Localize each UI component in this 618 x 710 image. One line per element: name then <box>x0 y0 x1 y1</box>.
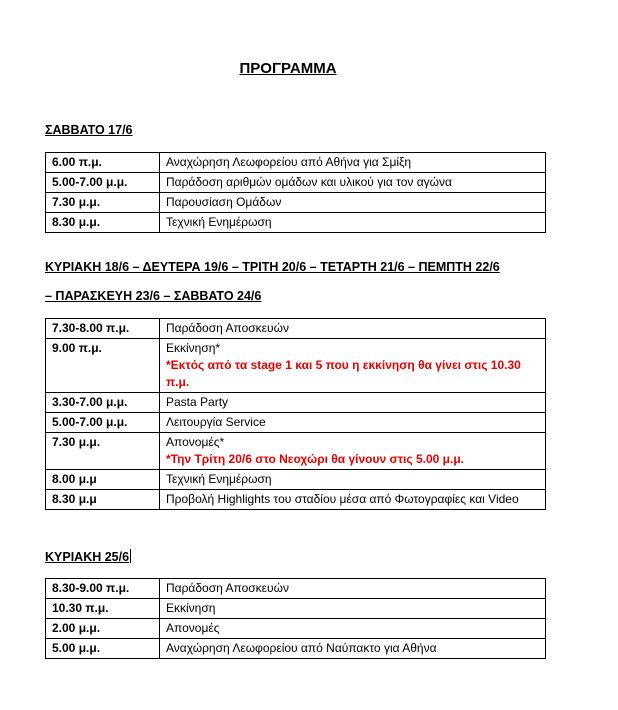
time-cell: 6.00 π.μ. <box>46 153 160 173</box>
text-cursor <box>130 549 131 563</box>
description-text: Λειτουργία Service <box>166 415 266 429</box>
description-text: Εκκίνηση* <box>166 341 221 355</box>
document-title: ΠΡΟΓΡΑΜΜΑ <box>239 60 337 77</box>
section-heading-sunday-25 <box>45 549 131 564</box>
description-cell <box>160 319 546 339</box>
red-note: *Εκτός από τα stage 1 και 5 που η εκκίνηση θα γίνει στις 10.30 π.μ. <box>166 358 521 389</box>
schedule-table-saturday <box>45 152 546 233</box>
section-heading-days-18-22: ΚΥΡΙΑΚΗ 18/6 – ΔΕΥΤΕΡΑ 19/6 – ΤΡΙΤΗ 20/6 – ΤΕΤΑΡΤΗ 21/6 – ΠΕΜΠΤΗ 22/6 <box>45 260 500 274</box>
table-row <box>46 639 546 659</box>
description-text: Απονομές* <box>166 435 225 449</box>
table-row <box>46 173 546 193</box>
table-row <box>46 319 546 339</box>
table-row <box>46 490 546 510</box>
time-cell: 3.30-7.00 μ.μ. <box>46 393 160 413</box>
description-cell: Παράδοση Αποσκευών <box>160 579 546 599</box>
description-cell <box>160 339 546 393</box>
description-cell: Τεχνική Ενημέρωση <box>160 213 546 233</box>
time-cell: 9.00 π.μ. <box>46 339 160 393</box>
description-cell: Παράδοση αριθμών ομάδων και υλικού για τον αγώνα <box>160 173 546 193</box>
table-row <box>46 413 546 433</box>
section-heading-text: ΚΥΡΙΑΚΗ 25/6 <box>45 550 130 564</box>
table-row <box>46 193 546 213</box>
description-text: Προβολή Highlights του σταδίου μέσα από Φωτογραφίες και Video <box>166 492 519 506</box>
description-text: Pasta Party <box>166 395 229 409</box>
time-cell: 7.30 μ.μ. <box>46 433 160 470</box>
table-row <box>46 339 546 393</box>
table-row <box>46 153 546 173</box>
time-cell: 2.00 μ.μ. <box>46 619 160 639</box>
time-cell: 5.00-7.00 μ.μ. <box>46 413 160 433</box>
time-cell: 8.30 μ.μ <box>46 490 160 510</box>
description-cell: Αναχώρηση Λεωφορείου από Αθήνα για Σμίξη <box>160 153 546 173</box>
description-text: Παράδοση Αποσκευών <box>166 321 289 335</box>
description-cell <box>160 413 546 433</box>
time-cell: 5.00 μ.μ. <box>46 639 160 659</box>
schedule-table-sunday <box>45 578 546 659</box>
time-cell: 7.30-8.00 π.μ. <box>46 319 160 339</box>
table-row <box>46 213 546 233</box>
description-cell <box>160 470 546 490</box>
red-note: *Την Τρίτη 20/6 στο Νεοχώρι θα γίνουν στις 5.00 μ.μ. <box>166 452 464 466</box>
time-cell: 7.30 μ.μ. <box>46 193 160 213</box>
table-row <box>46 433 546 470</box>
table-row <box>46 599 546 619</box>
description-cell <box>160 393 546 413</box>
description-cell <box>160 433 546 470</box>
description-cell <box>160 490 546 510</box>
description-cell: Παρουσίαση Ομάδων <box>160 193 546 213</box>
description-text: Τεχνική Ενημέρωση <box>166 472 272 486</box>
time-cell: 8.30 μ.μ. <box>46 213 160 233</box>
description-cell: Εκκίνηση <box>160 599 546 619</box>
section-heading-days-23-24: – ΠΑΡΑΣΚΕΥΗ 23/6 – ΣΑΒΒΑΤΟ 24/6 <box>45 289 262 303</box>
time-cell: 5.00-7.00 μ.μ. <box>46 173 160 193</box>
description-cell: Αναχώρηση Λεωφορείου από Ναύπακτο για Αθήνα <box>160 639 546 659</box>
description-cell: Απονομές <box>160 619 546 639</box>
table-row <box>46 470 546 490</box>
time-cell: 8.00 μ.μ <box>46 470 160 490</box>
time-cell: 10.30 π.μ. <box>46 599 160 619</box>
table-row <box>46 579 546 599</box>
table-row <box>46 393 546 413</box>
section-heading-saturday-17: ΣΑΒΒΑΤΟ 17/6 <box>45 123 133 137</box>
time-cell: 8.30-9.00 π.μ. <box>46 579 160 599</box>
table-row <box>46 619 546 639</box>
schedule-table-stages <box>45 318 546 510</box>
